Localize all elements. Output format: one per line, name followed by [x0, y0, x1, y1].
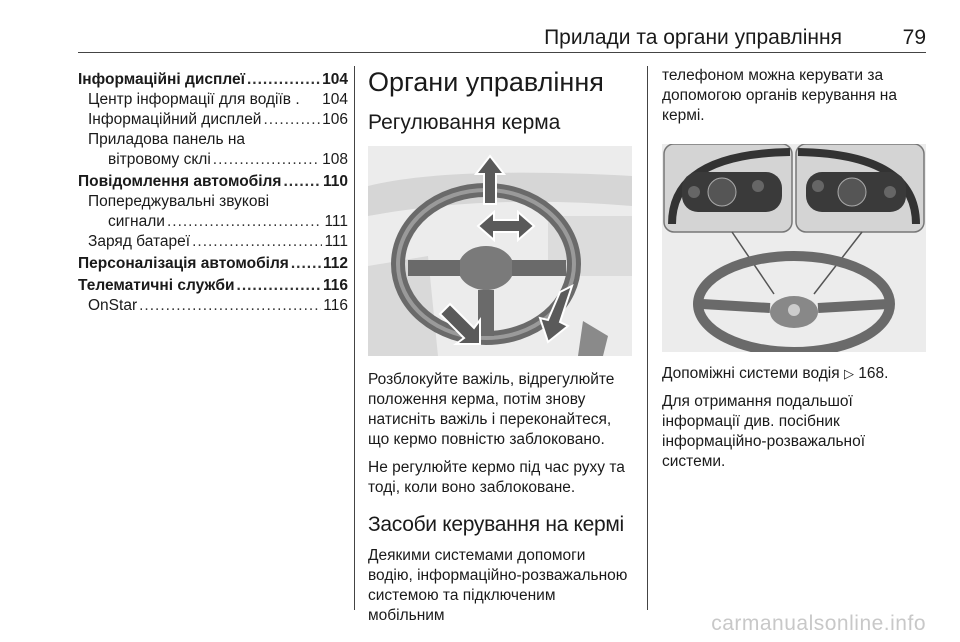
toc-entry[interactable]: Інформаційний дисплей ..... 106	[78, 110, 348, 130]
steering-wheel-controls-illustration	[662, 144, 926, 352]
page-number: 79	[902, 26, 926, 49]
toc-entry[interactable]: Інформаційні дисплеї ..... 104	[78, 70, 348, 90]
toc-entry[interactable]: вітровому склі ..... 108	[78, 150, 348, 170]
left-controls-inset	[664, 144, 792, 232]
toc-entry[interactable]: Заряд батареї ..... 111	[78, 232, 348, 252]
toc-entry[interactable]: Повідомлення автомобіля ..... 110	[78, 172, 348, 192]
column-divider-left	[354, 66, 355, 610]
paragraph: Не регулюйте кермо під час руху та тоді, коли воно заблоковане.	[368, 459, 625, 496]
paragraph: Допоміжні системи водія ▷ 168.	[662, 365, 889, 382]
toc-entry[interactable]: Персоналізація автомобіля ..... 112	[78, 254, 348, 274]
toc-entry-line1: Попереджувальні звукові	[88, 193, 270, 210]
header-rule	[78, 52, 926, 53]
main-column	[368, 66, 634, 634]
section-title: Органи управління	[368, 67, 604, 97]
toc-entry[interactable]: сигнали ..... 111	[78, 212, 348, 232]
header-title: Прилади та органи управління	[544, 26, 842, 49]
subsection-title: Засоби керування на кермі	[368, 513, 624, 536]
watermark: carmanualsonline.info	[711, 612, 926, 635]
right-column	[662, 66, 926, 480]
toc-entry[interactable]: Телематичні служби ..... 116	[78, 276, 348, 296]
page-reference-icon: ▷	[843, 366, 854, 381]
page-header	[78, 26, 926, 54]
steering-adjustment-illustration	[368, 146, 632, 356]
paragraph: Для отримання подальшої інформації див. посібник інформаційно-розважальної системи.	[662, 393, 866, 470]
toc-entry-line1: Приладова панель на	[88, 131, 246, 148]
subsection-title: Регулювання керма	[368, 111, 561, 134]
toc-entry[interactable]: OnStar ..... 116	[78, 296, 348, 316]
right-controls-inset	[796, 144, 924, 232]
toc-entry[interactable]: Центр інформації для водіїв . 104	[88, 91, 348, 108]
table-of-contents	[78, 68, 348, 316]
paragraph: телефоном можна керувати за допомогою органів керування на кермі.	[662, 67, 897, 124]
paragraph: Деякими системами допомоги водію, інформаційно-розважальною системою та підключеним мобільним	[368, 547, 628, 624]
column-divider-right	[647, 66, 648, 610]
page-reference[interactable]: 168.	[858, 365, 889, 382]
paragraph: Розблокуйте важіль, відрегулюйте положення керма, потім знову натисніть важіль і переконайтеся, що кермо повністю заблоковано.	[368, 371, 615, 448]
